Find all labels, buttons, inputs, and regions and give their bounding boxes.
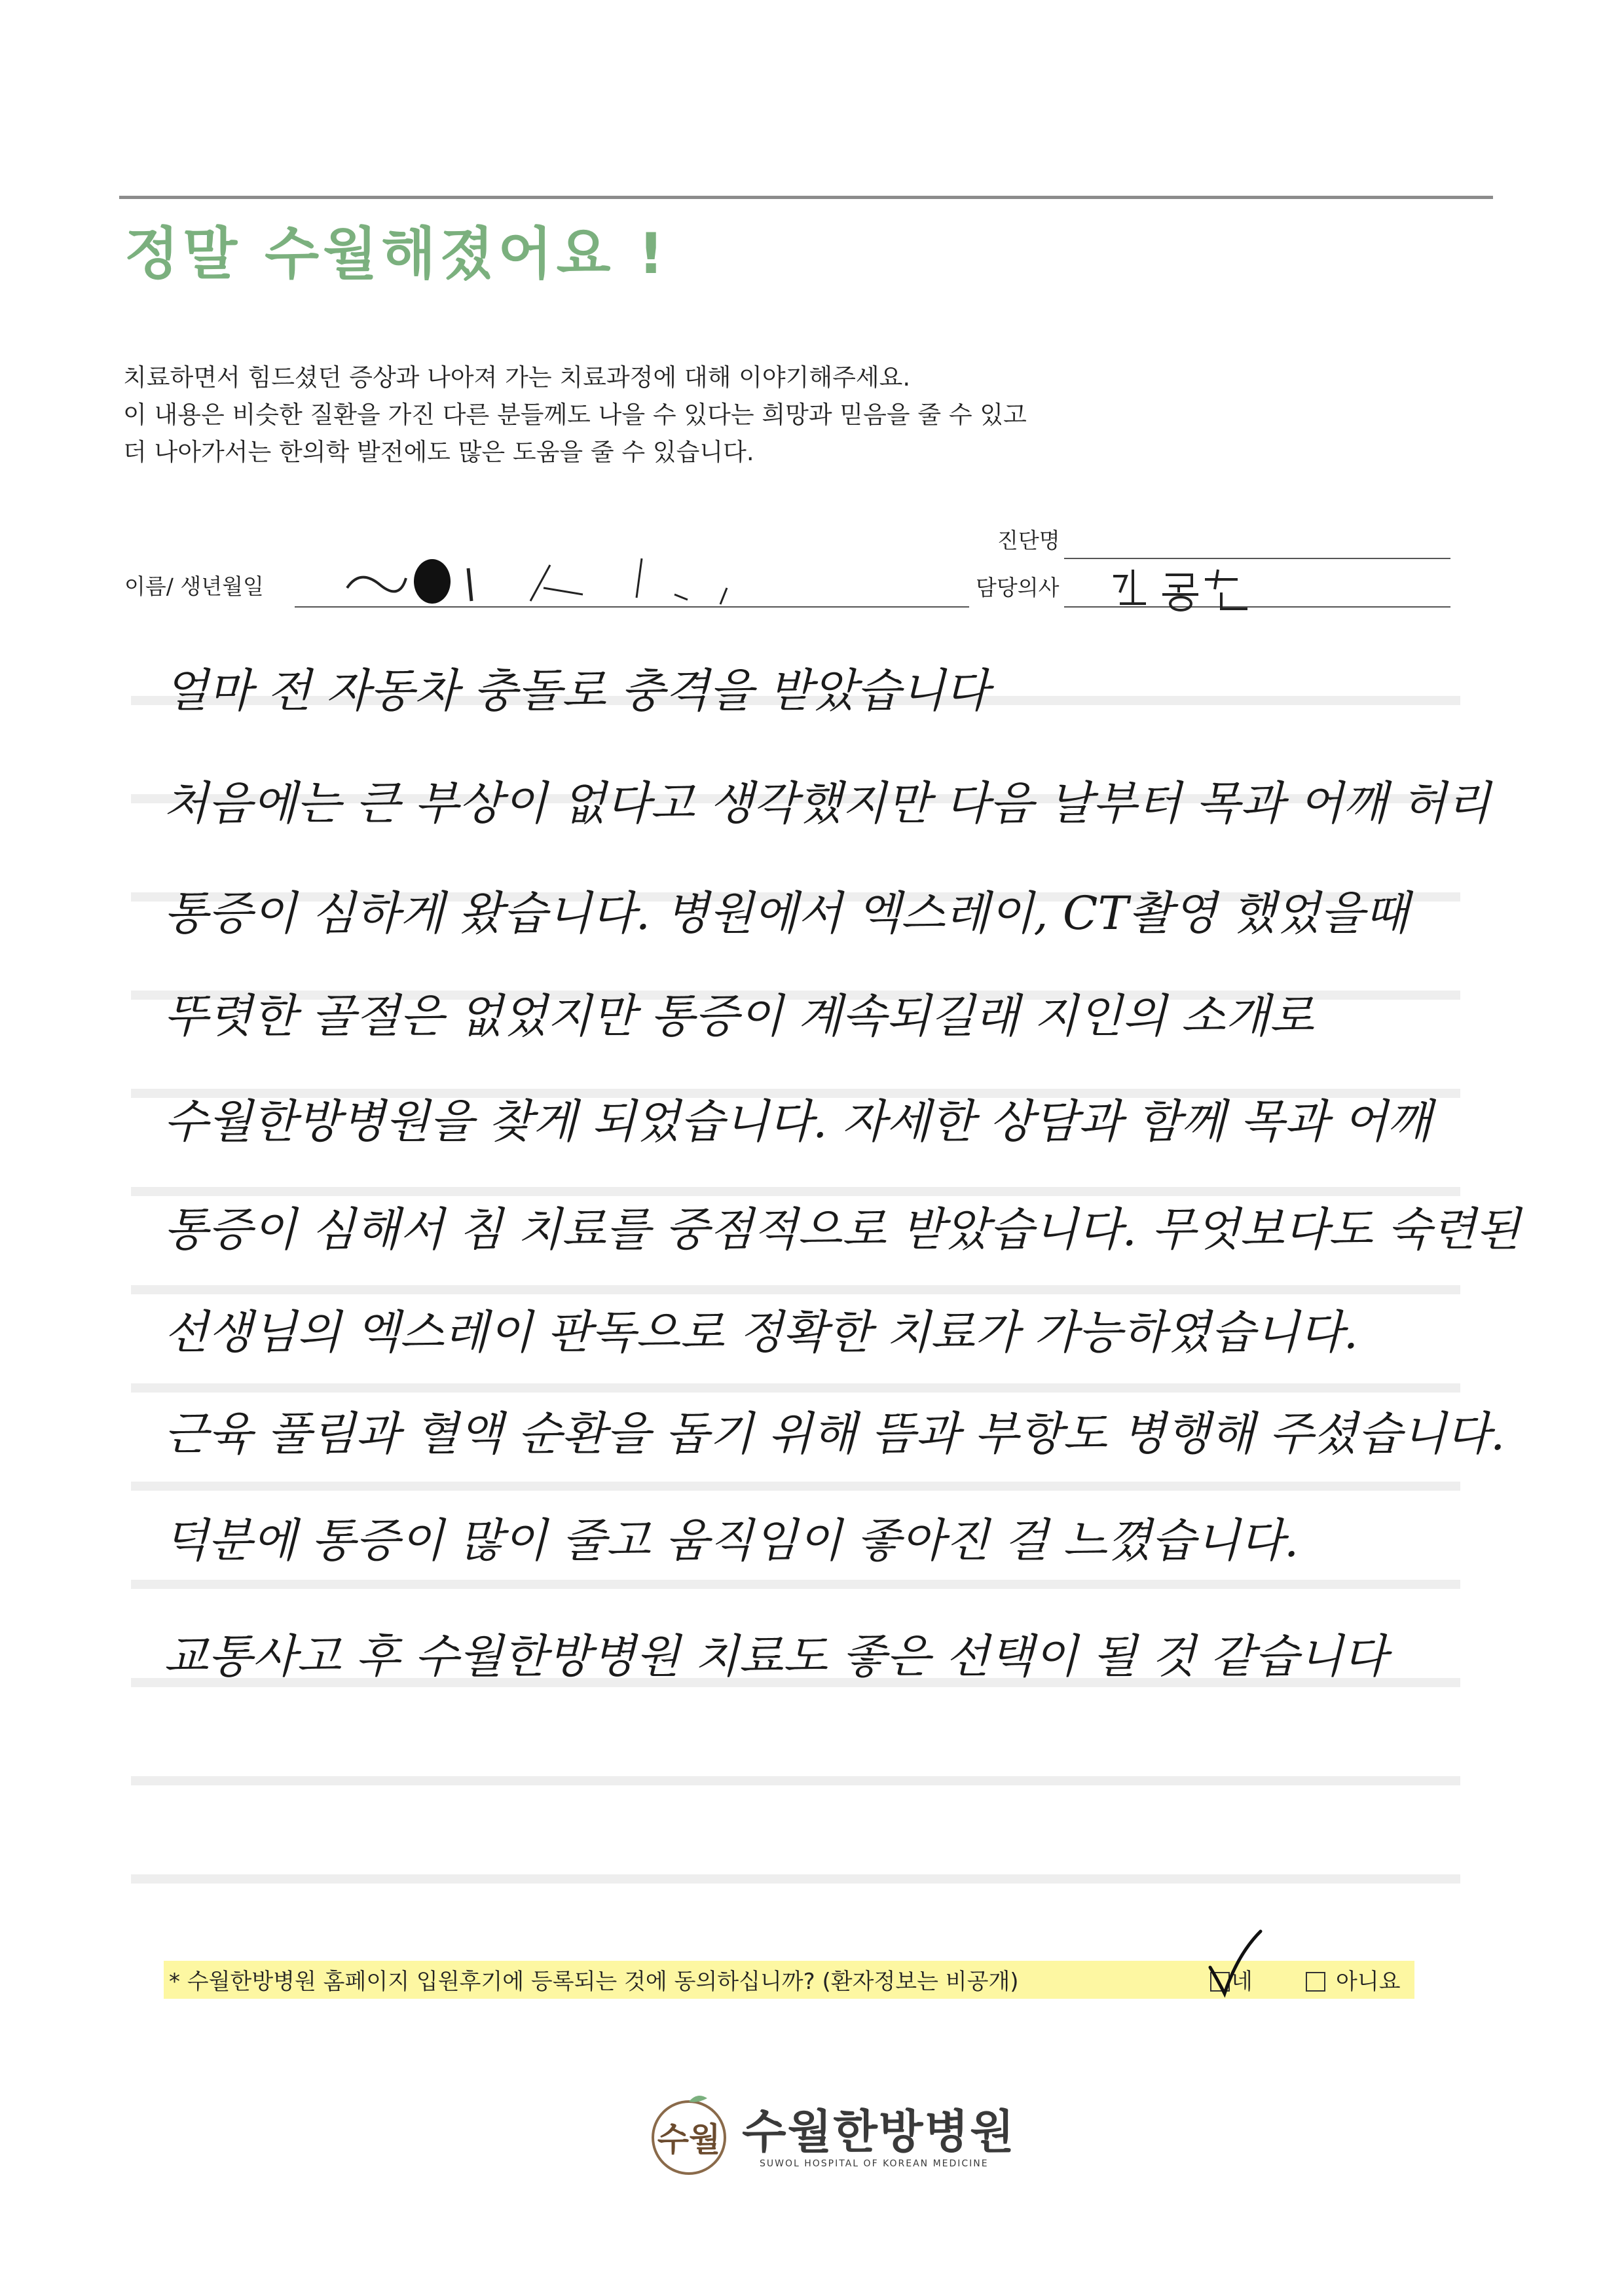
top-rule (119, 196, 1493, 199)
doctor-signature (1107, 563, 1257, 615)
hospital-logo-name: 수월한방병원 (742, 2105, 1016, 2159)
intro-line: 이 내용은 비슷한 질환을 가진 다른 분들께도 나을 수 있다는 희망과 믿음을 줄 수 있고 (123, 401, 1027, 429)
consent-no-checkbox[interactable] (1306, 1972, 1325, 1992)
doctor-label: 담당의사 (976, 575, 1060, 600)
diagnosis-field-line (1064, 558, 1450, 559)
intro-text (123, 359, 1027, 471)
ruled-writing-area (131, 661, 1460, 1905)
handwritten-line: 뚜렷한 골절은 없었지만 통증이 계속되길래 지인의 소개로 (164, 989, 1314, 1043)
redacted-name-scribble (334, 549, 792, 608)
diagnosis-label: 진단명 (997, 528, 1060, 553)
handwritten-line: 처음에는 큰 부상이 없다고 생각했지만 다음 날부터 목과 어깨 허리 (164, 776, 1490, 830)
handwritten-line: 근육 풀림과 혈액 순환을 돕기 위해 뜸과 부항도 병행해 주셨습니다. (164, 1407, 1505, 1461)
handwritten-line: 선생님의 엑스레이 판독으로 정확한 치료가 가능하였습니다. (164, 1305, 1359, 1359)
handwritten-line: 얼마 전 자동차 충돌로 충격을 받았습니다 (164, 664, 989, 718)
page-title: 정말 수월해졌어요 ! (124, 221, 668, 287)
consent-question: * 수월한방병원 홈페이지 입원후기에 등록되는 것에 동의하십니까? (환자정보는 비공개) (169, 1969, 1019, 1995)
handwritten-line: 덕분에 통증이 많이 줄고 움직임이 좋아진 걸 느꼈습니다. (164, 1514, 1299, 1567)
name-birth-label: 이름/ 생년월일 (124, 574, 264, 599)
consent-yes-label: 네 (1231, 1969, 1253, 1995)
intro-line: 더 나아가서는 한의학 발전에도 많은 도움을 줄 수 있습니다. (123, 438, 754, 466)
hospital-logo-subtitle: SUWOL HOSPITAL OF KOREAN MEDICINE (760, 2159, 989, 2169)
intro-line: 치료하면서 힘드셨던 증상과 나아져 가는 치료과정에 대해 이야기해주세요. (123, 363, 911, 392)
checkmark-icon (1205, 1928, 1264, 2000)
handwritten-line: 통증이 심해서 침 치료를 중점적으로 받았습니다. 무엇보다도 숙련된 (164, 1203, 1521, 1256)
logo-mark-text: 수월 (657, 2121, 721, 2159)
consent-no-label: 아니요 (1336, 1969, 1401, 1995)
handwritten-line: 통증이 심하게 왔습니다. 병원에서 엑스레이, CT촬영 했었을때 (164, 886, 1409, 940)
handwritten-line: 수월한방병원을 찾게 되었습니다. 자세한 상담과 함께 목과 어깨 (164, 1095, 1432, 1148)
handwritten-line: 교통사고 후 수월한방병원 치료도 좋은 선택이 될 것 같습니다 (164, 1630, 1388, 1683)
hospital-logo-icon (645, 2092, 733, 2177)
